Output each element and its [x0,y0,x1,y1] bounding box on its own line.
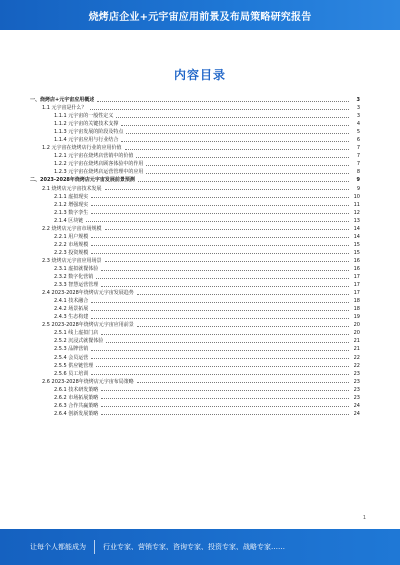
toc-title: 内容目录 [173,68,226,82]
toc-entry-page: 24 [353,410,360,417]
toc-leader-dots [101,334,349,335]
toc-entry[interactable] [30,329,360,337]
toc-entry-label: 2.5.5 供应链管理 [54,362,94,369]
toc-entry-label: 1.1.3 元宇宙发展的阶段及特点 [54,129,124,136]
toc-leader-dots [91,310,349,311]
toc-entry-label: 2.5.1 线上虚拟门店 [54,330,99,337]
toc-leader-dots [105,261,349,262]
toc-entry-label: 1.2.3 元宇宙在烧烤店运营管理中的应用 [54,169,144,176]
toc-leader-dots [105,229,349,230]
toc-entry-page: 4 [356,121,360,128]
toc-entry-label: 2.4 2023-2028年烧烤店元宇宙发展趋势 [42,290,134,297]
toc-entry[interactable] [30,386,360,394]
toc-entry-page: 7 [356,161,360,168]
toc-entry[interactable] [30,289,360,297]
toc-entry-label: 1.1 元宇宙是什么？ [42,105,87,112]
toc-entry-page: 12 [353,209,360,216]
toc-entry-page: 3 [356,113,360,120]
toc-leader-dots [90,109,349,110]
toc-entry-label: 2.4.1 技术融合 [54,298,89,305]
toc-entry-label: 2.3.3 智慧运营管理 [54,282,99,289]
toc-entry-label: 2.3.1 虚拟就餐体验 [54,266,99,272]
toc-leader-dots [138,181,349,182]
toc-entry-page: 14 [353,233,360,240]
toc-entry-label: 1.1.4 元宇宙应用与行业结合 [54,137,119,144]
toc-leader-dots [91,350,349,351]
toc-entry-label: 2.2.2 市场规模 [54,241,89,248]
toc-entry-label: 2.5 2023-2028年烧烤店元宇宙应用前景 [42,322,134,329]
toc-entry-page: 11 [353,201,360,208]
toc-entry-label: 2.2.3 投资规模 [54,249,89,256]
toc-entry-page: 6 [356,137,360,144]
toc-entry-label: 2.1.4 区块链 [54,217,84,224]
toc-entry[interactable] [30,362,360,370]
toc-leader-dots [96,366,349,367]
toc-leader-dots [91,318,349,319]
toc-entry[interactable] [30,313,360,321]
report-title: 烧烤店企业+元宇宙应用前景及布局策略研究报告 [88,11,312,23]
toc-leader-dots [91,237,349,238]
toc-leader-dots [146,165,349,166]
toc-entry-page: 8 [356,169,360,176]
toc-entry-page: 15 [353,241,360,248]
toc-entry[interactable] [30,321,360,329]
toc-entry-label: 2.5.4 会员运营 [54,354,89,361]
toc-entry-label: 2.4.2 场景拓展 [54,306,89,313]
toc-entry[interactable] [30,281,360,289]
footer-slogan: 让每个人都能成为 [30,543,86,551]
toc-entry-page: 22 [353,354,360,361]
toc-leader-dots [146,173,349,174]
toc-entry[interactable] [30,273,360,281]
toc-leader-dots [101,414,349,415]
toc-entry-label: 2.1.1 虚拟现实 [54,193,89,200]
toc-entry-page: 3 [356,105,360,112]
toc-entry-page: 16 [353,257,360,264]
toc-entry-page: 23 [353,394,360,401]
toc-entry-label: 2.3.2 数字化营销 [54,274,94,281]
toc-leader-dots [116,117,349,118]
toc-entry-label: 1.1.2 元宇宙的关键技术支撑 [54,121,119,128]
toc-entry-page: 21 [353,338,360,345]
toc-entry-label: 2.5.2 沉浸式就餐体验 [54,338,104,345]
toc-entry[interactable] [30,217,360,225]
toc-leader-dots [125,149,349,150]
toc-entry-page: 17 [353,282,360,289]
toc-leader-dots [126,133,349,134]
toc-entry[interactable] [30,410,360,418]
toc-entry-page: 15 [353,249,360,256]
toc-leader-dots [137,294,349,295]
toc-entry-label: 2.1.2 增强现实 [54,201,89,208]
toc-leader-dots [137,382,349,383]
toc-entry-label: 2.6 2023-2028年烧烤店元宇宙布局策略 [42,378,134,385]
toc-entry-label: 2.6.2 市场拓展策略 [54,394,99,401]
report-header [0,0,400,30]
toc-leader-dots [137,326,349,327]
toc-entry[interactable] [30,241,360,249]
toc-entry[interactable] [30,136,360,144]
toc-entry[interactable] [30,193,360,201]
toc-entry-page: 17 [353,290,360,297]
toc-entry-page: 17 [353,274,360,281]
toc-leader-dots [91,205,349,206]
toc-entry-page: 10 [353,193,360,200]
toc-entry-page: 16 [353,266,360,272]
toc-entry[interactable] [30,402,360,410]
toc-entry[interactable] [30,378,360,386]
toc-leader-dots [86,221,349,222]
footer-roles: 行业专家、营销专家、咨询专家、投资专家、战略专家…… [103,543,285,551]
toc-entry-page: 13 [353,217,360,224]
toc-entry-page: 9 [356,185,360,192]
toc-entry-page: 22 [353,362,360,369]
toc-entry-page: 23 [353,386,360,393]
toc-leader-dots [121,125,349,126]
toc-entry-label: 2.4.3 生态构建 [54,314,89,321]
toc-entry-page: 23 [353,378,360,385]
toc-leader-dots [91,245,349,246]
toc-leader-dots [91,197,349,198]
toc-entry-label: 2.1.3 数字孪生 [54,209,89,216]
footer-banner [0,529,400,565]
toc-entry-page: 23 [353,370,360,377]
toc-entry[interactable] [30,305,360,313]
toc-leader-dots [106,342,349,343]
page-marker: 1 [362,515,366,521]
toc-entry[interactable] [30,160,360,168]
toc-entry-label: 2.6.3 合作共赢策略 [54,402,99,409]
toc-entry[interactable] [30,345,360,353]
toc-entry[interactable] [30,225,360,233]
toc-entry[interactable] [30,337,360,345]
toc-entry-label: 2.1 烧烤店元宇宙技术发展 [42,185,102,192]
toc-leader-dots [96,278,349,279]
toc-entry[interactable] [30,144,360,152]
toc-entry-label: 1.2 元宇宙在烧烤店行业的应用价值 [42,145,122,152]
toc-entry-page: 20 [353,330,360,337]
toc-entry-page: 21 [353,346,360,353]
toc-entry[interactable] [30,209,360,217]
toc-entry-page: 18 [353,306,360,313]
toc-entry-label: 2.6.1 技术研发策略 [54,386,99,393]
toc-entry[interactable] [30,185,360,193]
toc-entry[interactable] [30,354,360,362]
toc-entry[interactable] [30,394,360,402]
table-of-contents [30,96,360,418]
toc-leader-dots [91,253,349,254]
toc-entry[interactable] [30,370,360,378]
toc-leader-dots [91,213,349,214]
toc-entry-page: 7 [356,145,360,152]
toc-entry-label: 1.1.1 元宇宙的一般性定义 [54,113,114,120]
toc-entry[interactable] [30,233,360,241]
toc-entry-label: 2.2.1 用户规模 [54,233,89,240]
toc-entry[interactable] [30,201,360,209]
toc-leader-dots [105,189,349,190]
toc-entry[interactable] [30,96,360,104]
toc-entry[interactable] [30,265,360,273]
toc-entry-page: 3 [356,97,360,104]
toc-leader-dots [101,270,349,271]
toc-entry-label: 2.2 烧烤店元宇宙市场规模 [42,225,102,232]
toc-leader-dots [91,302,349,303]
toc-entry[interactable] [30,152,360,160]
toc-entry-label: 一、烧烤店+元宇宙应用概述 [30,97,95,104]
footer-divider [94,540,95,554]
toc-entry-page: 9 [356,177,360,184]
toc-entry[interactable] [30,249,360,257]
toc-entry[interactable] [30,104,360,112]
toc-entry-page: 5 [356,129,360,136]
toc-entry-page: 14 [353,225,360,232]
toc-entry-label: 二、2023-2028年烧烤店元宇宙发展前景预测 [30,177,135,184]
toc-entry-page: 7 [356,153,360,160]
toc-entry[interactable] [30,168,360,176]
toc-entry[interactable] [30,257,360,265]
toc-entry[interactable] [30,297,360,305]
toc-entry-label: 2.3 烧烤店元宇宙应用场景 [42,257,102,264]
toc-entry[interactable] [30,112,360,120]
toc-leader-dots [121,141,349,142]
toc-entry-label: 2.5.6 员工培训 [54,370,89,377]
toc-entry-page: 24 [353,402,360,409]
toc-entry[interactable] [30,128,360,136]
toc-leader-dots [97,101,349,102]
toc-leader-dots [91,374,349,375]
toc-leader-dots [101,286,349,287]
toc-entry-page: 18 [353,298,360,305]
toc-entry[interactable] [30,120,360,128]
toc-leader-dots [101,398,349,399]
toc-entry-label: 2.6.4 创新发展策略 [54,410,99,417]
toc-entry-label: 1.2.2 元宇宙在烧烤店顾客体验中的作用 [54,161,144,168]
toc-entry-page: 19 [353,314,360,321]
toc-leader-dots [91,358,349,359]
toc-entry-label: 2.5.3 品牌营销 [54,346,89,353]
toc-leader-dots [101,390,349,391]
toc-entry[interactable] [30,176,360,184]
toc-entry-label: 1.2.1 元宇宙在烧烤店营销中的价值 [54,153,134,160]
toc-entry-page: 20 [353,322,360,329]
toc-leader-dots [101,406,349,407]
toc-leader-dots [136,157,349,158]
